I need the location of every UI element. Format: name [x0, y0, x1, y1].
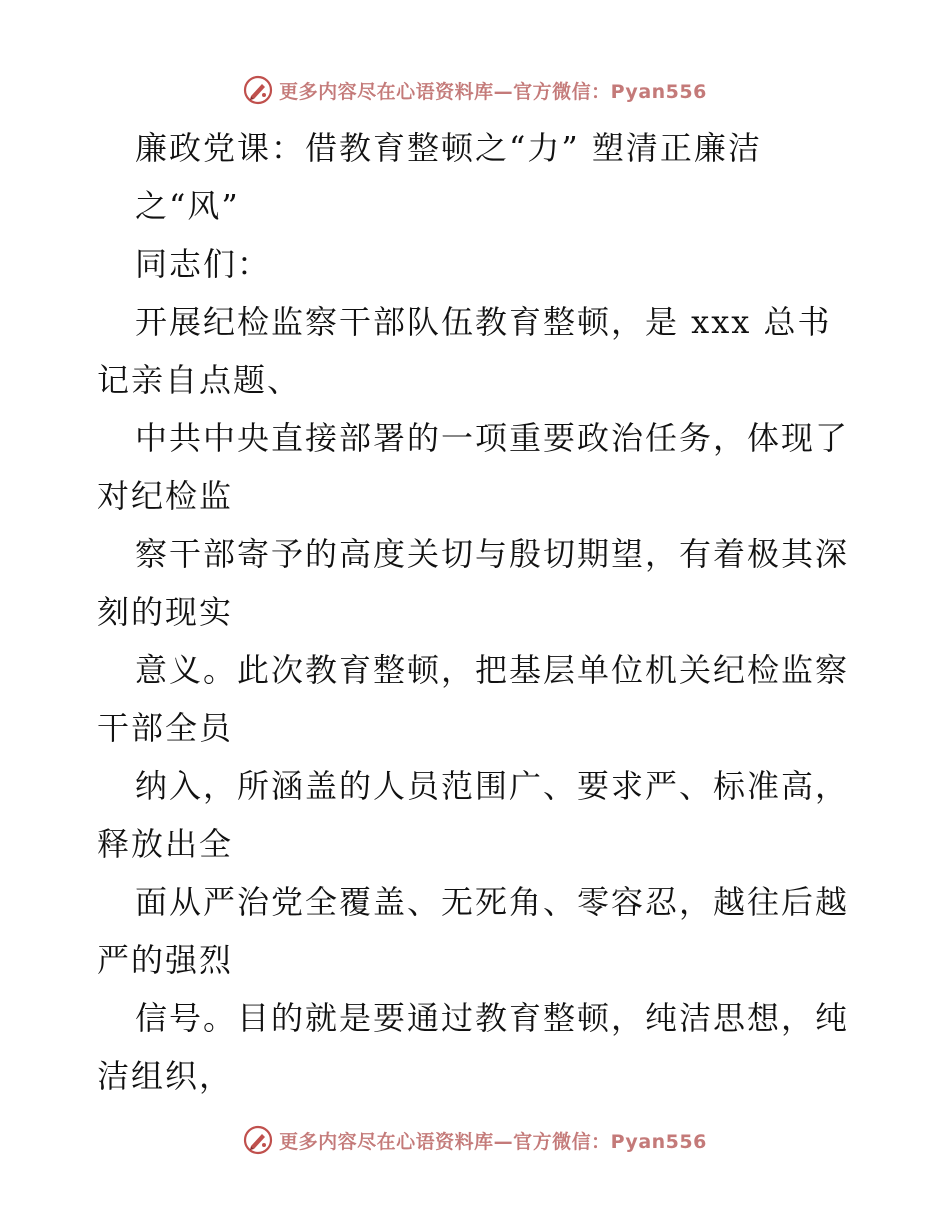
document-title-line-1: 廉政党课：借教育整顿之“力” 塑清正廉洁	[135, 129, 762, 167]
paragraph-line: 面从严治党全覆盖、无死角、零容忍，越往后越	[135, 883, 850, 921]
salutation: 同志们：	[135, 245, 272, 283]
paragraph-line: 洁组织，	[97, 1057, 234, 1095]
document-pen-logo-icon	[243, 1125, 273, 1155]
paragraph-line: 严的强烈	[97, 941, 234, 979]
paragraph-line: 干部全员	[97, 709, 234, 747]
paragraph-line: 意义。此次教育整顿，把基层单位机关纪检监察	[135, 651, 850, 689]
paragraph-line: 对纪检监	[97, 477, 234, 515]
paragraph-line: 信号。目的就是要通过教育整顿，纯洁思想，纯	[135, 999, 850, 1037]
watermark-text: 更多内容尽在心语资料库—官方微信：Pyan556	[279, 1130, 707, 1153]
paragraph-line: 察干部寄予的高度关切与殷切期望，有着极其深	[135, 535, 850, 573]
paragraph-line: 中共中央直接部署的一项重要政治任务，体现了	[135, 419, 850, 457]
document-title-line-2: 之“风”	[135, 187, 240, 225]
paragraph-line: 记亲自点题、	[97, 361, 302, 399]
header-watermark	[0, 70, 950, 110]
paragraph-line: 刻的现实	[97, 593, 234, 631]
document-pen-logo-icon	[243, 75, 273, 105]
footer-watermark	[0, 1120, 950, 1160]
paragraph-line: 纳入，所涵盖的人员范围广、要求严、标准高，	[135, 767, 850, 805]
watermark-text: 更多内容尽在心语资料库—官方微信：Pyan556	[279, 80, 707, 103]
paragraph-line: 开展纪检监察干部队伍教育整顿，是 xxx 总书	[135, 303, 832, 341]
paragraph-line: 释放出全	[97, 825, 234, 863]
